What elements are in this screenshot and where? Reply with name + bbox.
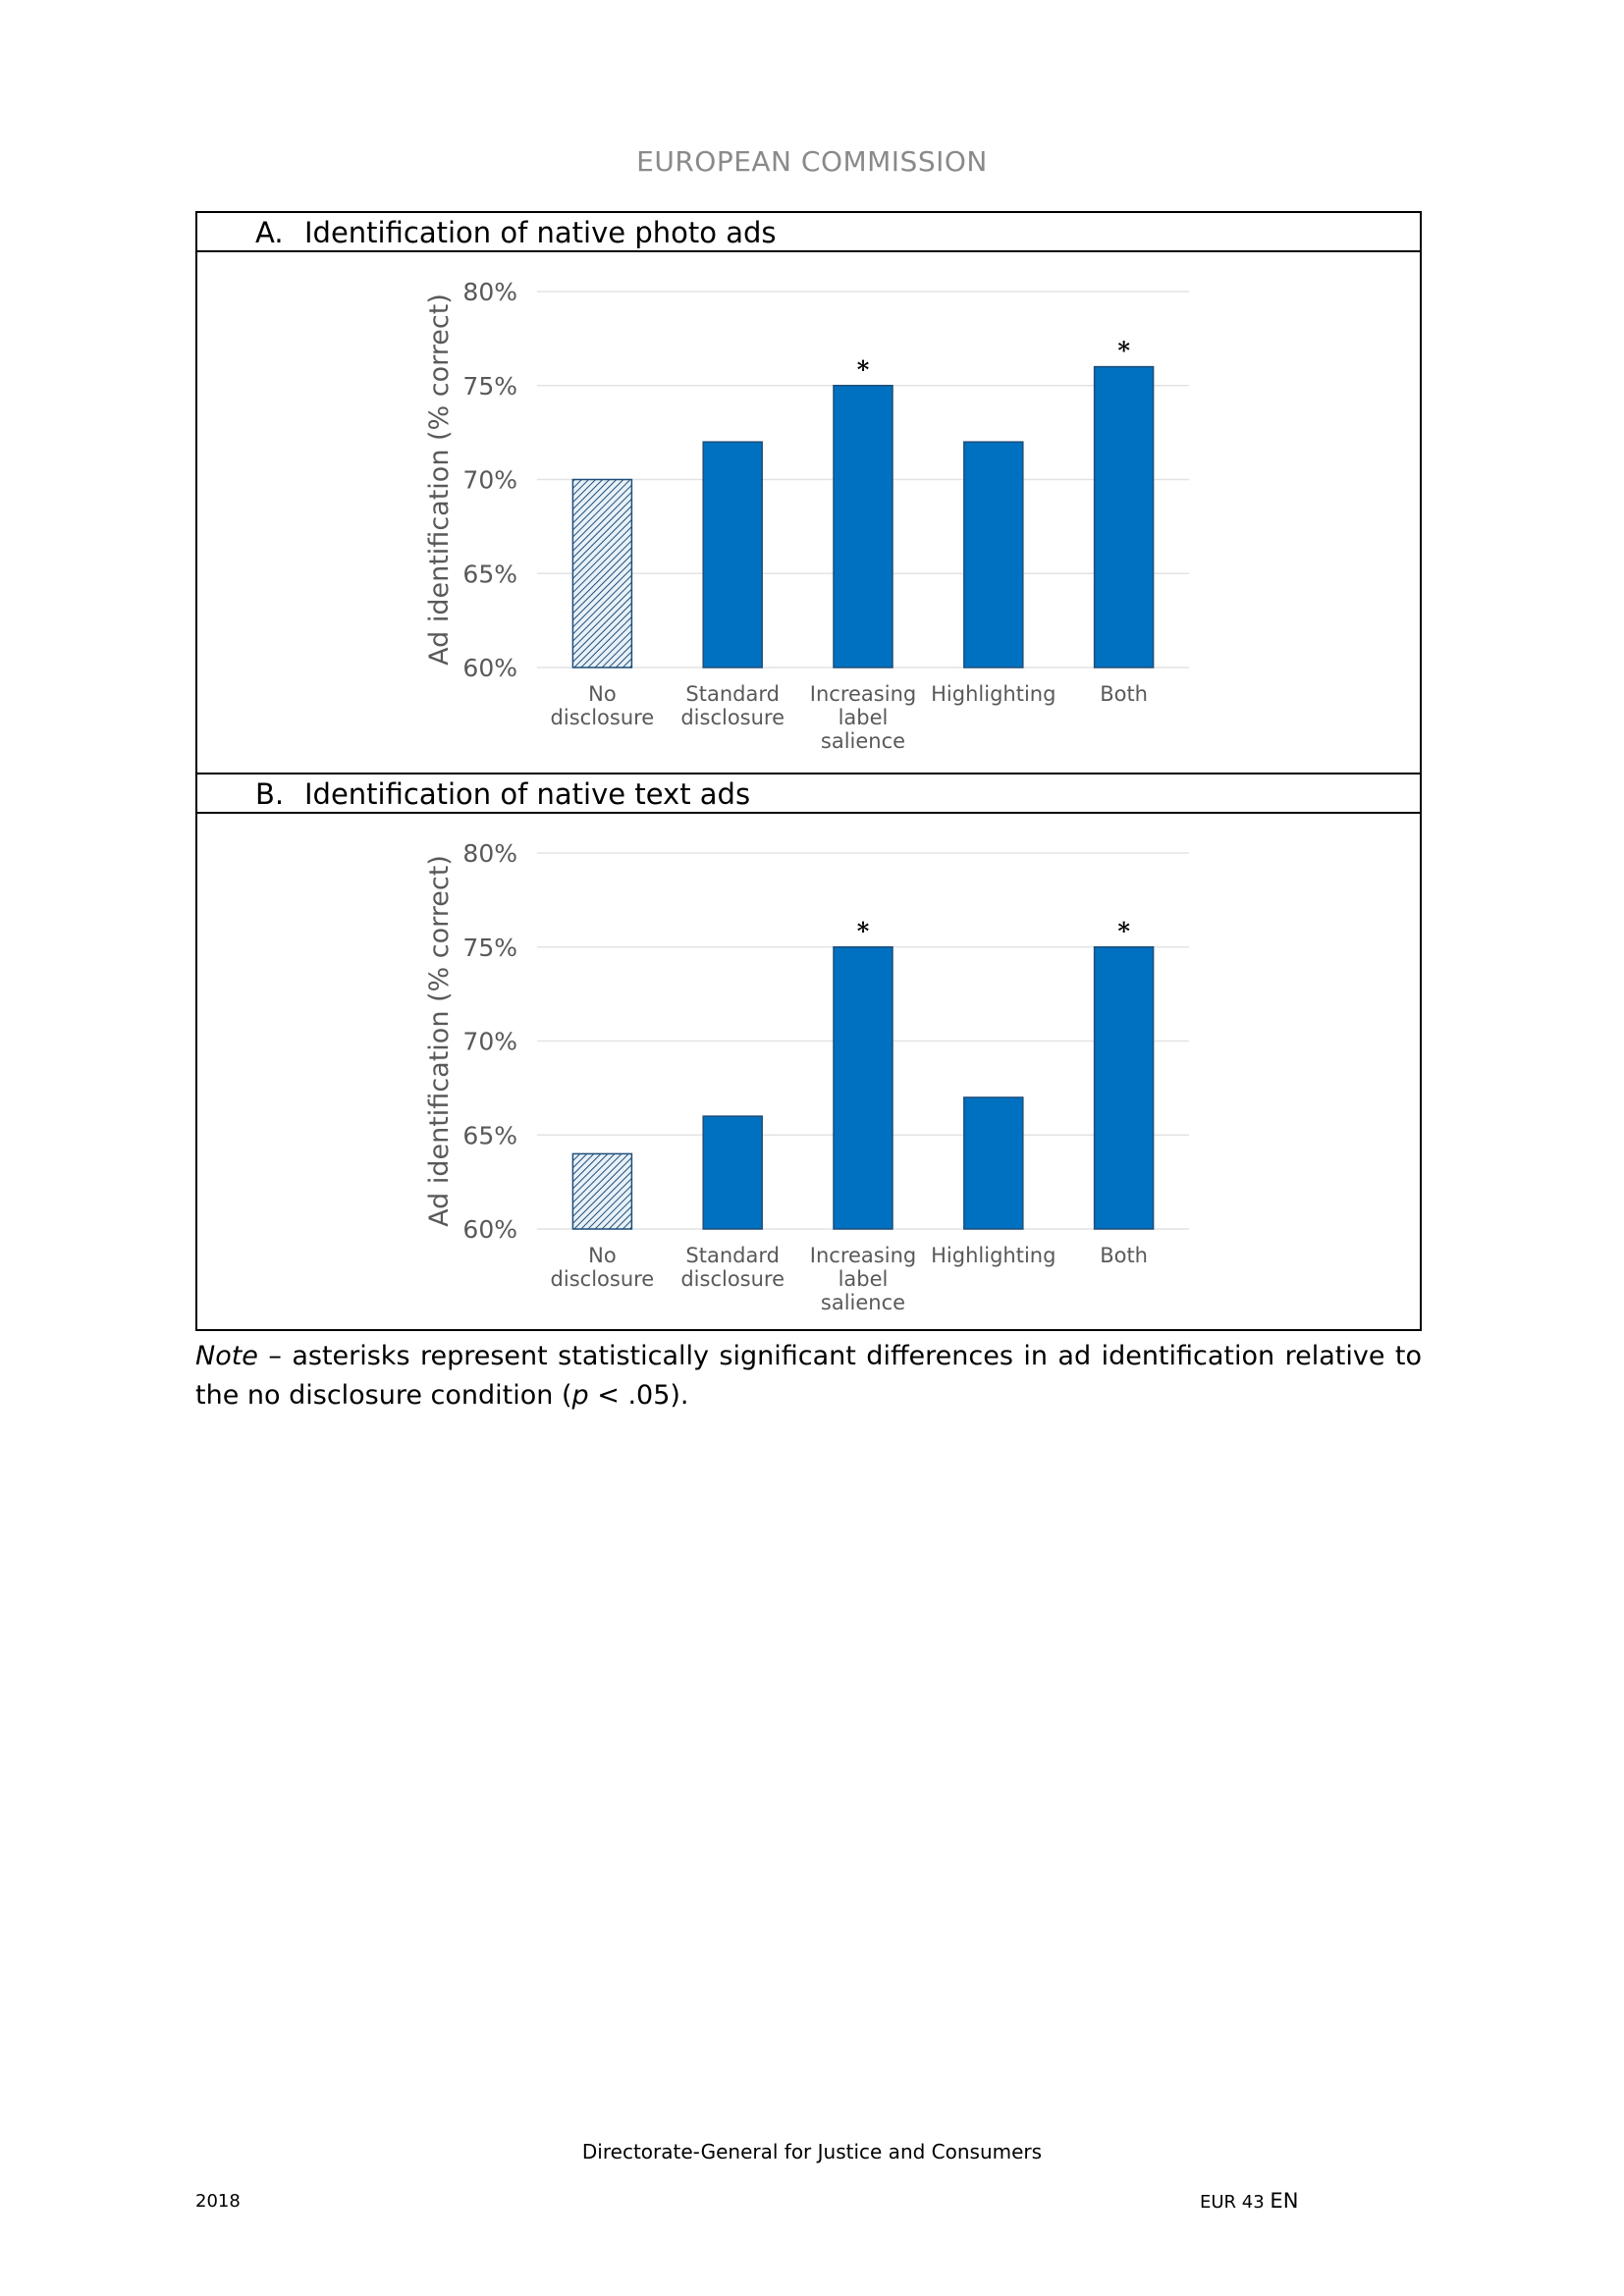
- significance-marker: *: [1117, 916, 1130, 945]
- x-tick-label-line: Increasing: [809, 1244, 917, 1267]
- footer-report-number: EUR 43: [1200, 2192, 1265, 2213]
- bar-2: [703, 1116, 762, 1229]
- bar-3: [834, 386, 893, 667]
- x-tick-label: [551, 1244, 655, 1291]
- chart-svg: [197, 814, 1420, 1334]
- x-tick-label-line: No: [588, 1244, 617, 1267]
- footer-department: Directorate-General for Justice and Consumers: [581, 2140, 1043, 2163]
- x-tick-label-line: Highlighting: [931, 1244, 1056, 1267]
- chart-svg: [197, 252, 1420, 773]
- x-tick-label-line: disclosure: [550, 1267, 655, 1291]
- y-tick-label: 80%: [462, 278, 517, 306]
- x-tick-label-line: No: [588, 682, 617, 706]
- footer-lang: EN: [1270, 2189, 1299, 2213]
- chart-photo-ads: [197, 252, 1420, 773]
- footer-year: 2018: [195, 2191, 241, 2212]
- panel-a-letter: A.: [255, 216, 284, 249]
- x-tick-label-line: Standard: [685, 682, 780, 706]
- bar-1: [572, 480, 631, 668]
- x-tick-label: [680, 1244, 785, 1291]
- y-tick-label: 70%: [462, 1027, 517, 1056]
- footer-report-id: [1200, 2189, 1298, 2213]
- x-tick-label-line: salience: [820, 729, 906, 753]
- x-tick-label-line: Increasing: [809, 682, 917, 706]
- significance-marker: *: [856, 354, 870, 384]
- note-label: Note: [195, 1341, 258, 1371]
- x-tick-label: [551, 682, 655, 729]
- note-p: p: [571, 1380, 589, 1411]
- x-tick-label: [931, 1244, 1056, 1267]
- x-tick-label: [810, 682, 916, 753]
- x-tick-label-line: disclosure: [550, 706, 655, 729]
- bar-1: [572, 1153, 631, 1229]
- y-tick-label: 60%: [462, 1215, 517, 1244]
- note-text-1: – asterisks represent statistically significant differences in ad identification relative to the no disclosure condition (: [195, 1341, 1422, 1411]
- y-axis-label: Ad identification (% correct): [424, 855, 455, 1227]
- bar-3: [834, 947, 893, 1229]
- y-tick-label: 65%: [462, 1121, 517, 1150]
- bar-5: [1095, 367, 1154, 667]
- panel-a-title-text: Identification of native photo ads: [304, 216, 777, 249]
- x-tick-label-line: disclosure: [680, 1267, 785, 1291]
- x-tick-label-line: Highlighting: [931, 682, 1056, 706]
- y-tick-label: 75%: [462, 933, 517, 962]
- x-tick-label: [1100, 682, 1148, 706]
- x-tick-label-line: label: [838, 1267, 889, 1291]
- y-tick-label: 65%: [462, 560, 517, 589]
- x-tick-label: [931, 682, 1056, 706]
- x-tick-label-line: Both: [1100, 682, 1149, 706]
- y-tick-label: 60%: [462, 654, 517, 682]
- bar-4: [964, 1097, 1023, 1229]
- bar-5: [1095, 947, 1154, 1229]
- figure-note: [195, 1337, 1422, 1415]
- page-header: EUROPEAN COMMISSION: [636, 145, 988, 178]
- x-tick-label-line: salience: [820, 1291, 906, 1314]
- x-tick-label: [810, 1244, 916, 1314]
- panel-a-title: [197, 213, 1420, 252]
- x-tick-label-line: Both: [1100, 1244, 1149, 1267]
- bar-2: [703, 442, 762, 667]
- panel-b-letter: B.: [255, 777, 285, 811]
- x-tick-label-line: disclosure: [680, 706, 785, 729]
- x-tick-label: [680, 682, 785, 729]
- figure-frame: [195, 211, 1422, 1331]
- x-tick-label: [1100, 1244, 1148, 1267]
- y-axis-label: Ad identification (% correct): [424, 294, 455, 666]
- panel-b-title-text: Identification of native text ads: [304, 777, 751, 811]
- panel-b-title: [197, 774, 1420, 814]
- chart-text-ads: [197, 814, 1420, 1334]
- x-tick-label-line: Standard: [685, 1244, 780, 1267]
- x-tick-label-line: label: [838, 706, 889, 729]
- y-tick-label: 70%: [462, 465, 517, 495]
- significance-marker: *: [1117, 336, 1130, 365]
- bar-4: [964, 442, 1023, 667]
- y-tick-label: 75%: [462, 371, 517, 400]
- y-tick-label: 80%: [462, 839, 517, 868]
- note-text-2: < .05).: [588, 1380, 689, 1411]
- significance-marker: *: [856, 916, 870, 945]
